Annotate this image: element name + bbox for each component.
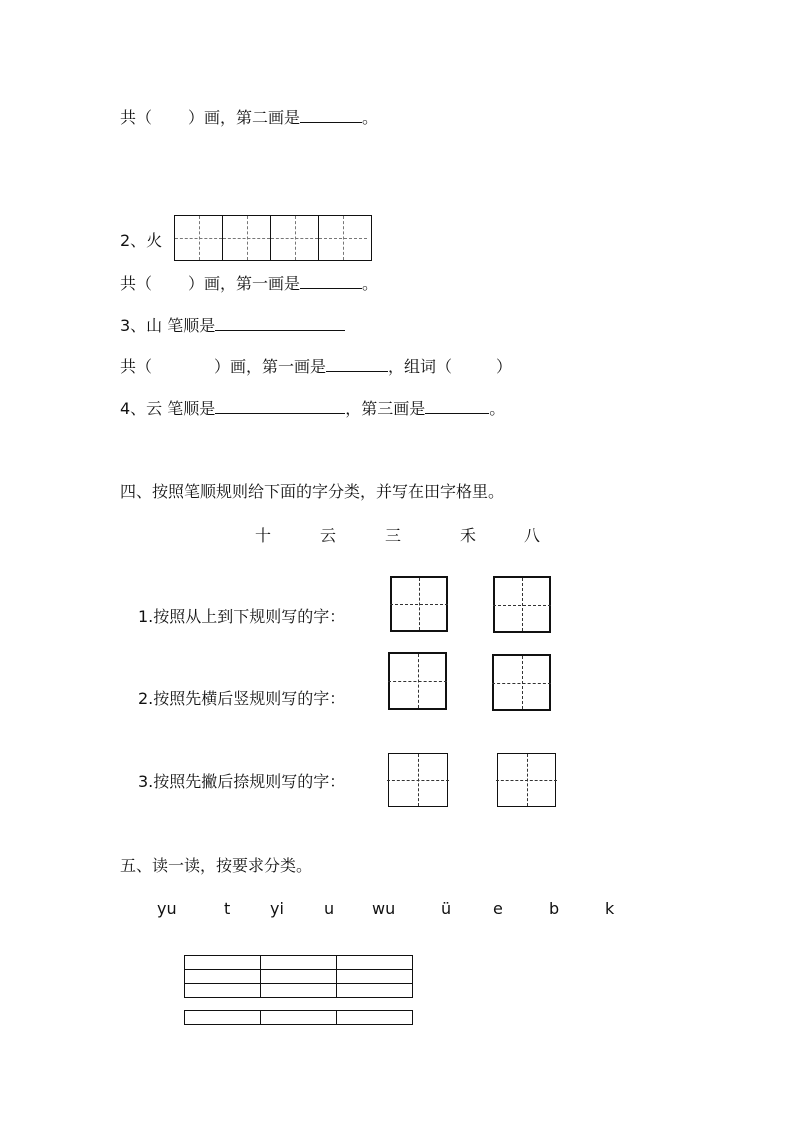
pinyin-item: e — [493, 899, 503, 918]
tianzige-box[interactable] — [497, 753, 556, 807]
section-5-title: 五、读一读，按要求分类。 — [120, 856, 313, 875]
text-mid: ）画，第一画是 — [214, 357, 327, 376]
table-cell[interactable] — [337, 956, 413, 970]
pinyin-item: ü — [441, 899, 452, 918]
character: 三 — [385, 526, 402, 545]
table-cell[interactable] — [185, 1011, 261, 1025]
table-cell[interactable] — [261, 970, 337, 984]
tianzige-box[interactable] — [388, 753, 448, 807]
answer-blank[interactable] — [425, 399, 489, 414]
classification-table[interactable] — [184, 955, 413, 998]
text-end: 。 — [362, 108, 379, 127]
grid-cell[interactable] — [223, 216, 271, 260]
text-end: ） — [496, 357, 513, 376]
tianzige-box[interactable] — [492, 654, 551, 711]
table-cell[interactable] — [261, 1011, 337, 1025]
item-2-label: 2、火 — [120, 231, 163, 250]
item-3-line — [120, 315, 345, 337]
stroke-count-line-2 — [120, 273, 378, 295]
table-cell[interactable] — [337, 1011, 413, 1025]
stroke-count-line-1 — [120, 107, 378, 129]
classification-table-2[interactable] — [184, 1010, 413, 1025]
table-cell[interactable] — [261, 984, 337, 998]
text-end: 。 — [362, 274, 379, 293]
table-row — [185, 956, 413, 970]
table-cell[interactable] — [337, 984, 413, 998]
pinyin-item: t — [224, 899, 231, 918]
pinyin-item: b — [549, 899, 560, 918]
character: 禾 — [460, 526, 477, 545]
text-prefix: 共（ — [120, 274, 153, 293]
pinyin-item: yu — [157, 899, 177, 918]
text-prefix: 共（ — [120, 357, 153, 376]
tianzige-box[interactable] — [388, 652, 447, 710]
table-row — [185, 970, 413, 984]
table-cell[interactable] — [337, 970, 413, 984]
text-mid: ，第三画是 — [345, 399, 426, 418]
answer-blank[interactable] — [326, 357, 388, 372]
answer-blank[interactable] — [300, 108, 362, 123]
grid-cell[interactable] — [271, 216, 319, 260]
answer-blank[interactable] — [300, 274, 362, 289]
item-4-label: 4、云 笔顺是 — [120, 399, 216, 418]
pinyin-item: yi — [270, 899, 284, 918]
item-3-total-line — [120, 356, 512, 378]
rule-1-label: 1.按照从上到下规则写的字： — [138, 607, 346, 626]
rule-2-label: 2.按照先横后竖规则写的字： — [138, 689, 346, 708]
stroke-order-blank[interactable] — [215, 316, 345, 331]
grid-cell[interactable] — [319, 216, 367, 260]
character: 十 — [255, 526, 272, 545]
stroke-order-blank[interactable] — [215, 399, 345, 414]
item-3-label: 3、山 笔顺是 — [120, 316, 216, 335]
table-cell[interactable] — [261, 956, 337, 970]
pinyin-item: u — [324, 899, 335, 918]
character: 云 — [320, 526, 337, 545]
table-cell[interactable] — [185, 984, 261, 998]
text-prefix: 共（ — [120, 108, 153, 127]
pinyin-item: k — [605, 899, 615, 918]
text-mid2: ，组词（ — [388, 357, 453, 376]
character: 八 — [524, 526, 541, 545]
pinyin-item: wu — [372, 899, 396, 918]
tianzige-box[interactable] — [493, 576, 551, 633]
tianzige-box[interactable] — [390, 576, 448, 632]
text-end: 。 — [489, 399, 506, 418]
rule-3-label: 3.按照先撇后捺规则写的字： — [138, 772, 346, 791]
section-4-title: 四、按照笔顺规则给下面的字分类，并写在田字格里。 — [120, 482, 505, 501]
text-mid: ）画，第二画是 — [188, 108, 301, 127]
stroke-order-grid-huo[interactable] — [174, 215, 372, 261]
item-4-line — [120, 398, 505, 420]
table-cell[interactable] — [185, 956, 261, 970]
table-cell[interactable] — [185, 970, 261, 984]
text-mid: ）画，第一画是 — [188, 274, 301, 293]
table-row — [185, 1011, 413, 1025]
grid-cell[interactable] — [175, 216, 223, 260]
table-row — [185, 984, 413, 998]
